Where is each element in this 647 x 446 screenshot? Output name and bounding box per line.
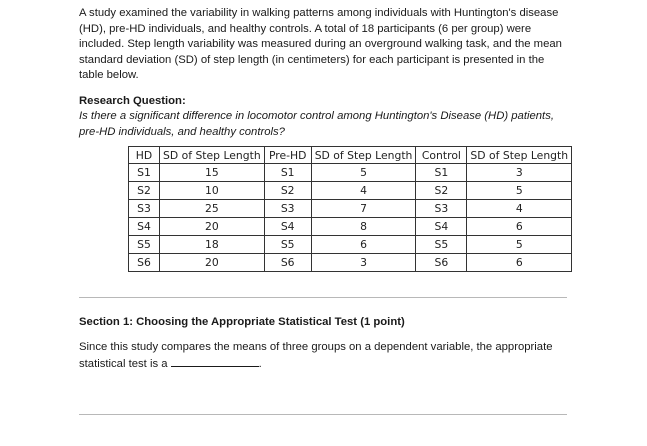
table-cell: S3 — [264, 200, 311, 218]
table-cell: 6 — [311, 236, 416, 254]
table-cell: 15 — [160, 164, 265, 182]
table-cell: S4 — [416, 218, 467, 236]
table-row — [129, 182, 572, 200]
table-cell: 20 — [160, 218, 265, 236]
table-cell: 6 — [467, 254, 572, 272]
research-question-text: Is there a significant difference in locomotor control among Huntington's Disease (HD) patients, pre-HD individuals, and healthy controls? — [79, 109, 554, 138]
table-cell: 18 — [160, 236, 265, 254]
table-cell: S4 — [129, 218, 160, 236]
table-header-row — [129, 147, 572, 164]
table-cell: 8 — [311, 218, 416, 236]
table-cell: 5 — [467, 182, 572, 200]
header-pre-hd: Pre-HD — [264, 147, 311, 164]
table-cell: S2 — [416, 182, 467, 200]
table-row — [129, 164, 572, 182]
table-cell: S6 — [416, 254, 467, 272]
table-cell: S6 — [264, 254, 311, 272]
table-cell: 10 — [160, 182, 265, 200]
table-cell: S3 — [129, 200, 160, 218]
table-cell: 20 — [160, 254, 265, 272]
question-text: Since this study compares the means of three groups on a dependent variable, the appropriate statistical test is a — [79, 341, 553, 370]
table-cell: S5 — [129, 236, 160, 254]
table-cell: 3 — [311, 254, 416, 272]
table-row — [129, 254, 572, 272]
section-1-question — [79, 340, 571, 372]
table-cell: S2 — [264, 182, 311, 200]
table-cell: S4 — [264, 218, 311, 236]
intro-paragraph: A study examined the variability in walking patterns among individuals with Huntington's disease (HD), pre-HD individuals, and healthy controls. A total of 18 participants (6 per group) were included. Step length variability was measured during an overground walking task, and the mean standard deviation (SD) of step length (in centimeters) for each participant is presented in the table below. — [79, 7, 562, 82]
header-hd: HD — [129, 147, 160, 164]
table-cell: S2 — [129, 182, 160, 200]
table-cell: S1 — [129, 164, 160, 182]
table-cell: S1 — [416, 164, 467, 182]
table-cell: S5 — [264, 236, 311, 254]
research-question-heading: Research Question: — [79, 94, 186, 107]
section-divider — [79, 297, 567, 298]
table-cell: S5 — [416, 236, 467, 254]
table-cell: 4 — [467, 200, 572, 218]
header-hd-sd: SD of Step Length — [160, 147, 265, 164]
table-cell: S6 — [129, 254, 160, 272]
table-row — [129, 200, 572, 218]
header-control: Control — [416, 147, 467, 164]
table-cell: S1 — [264, 164, 311, 182]
question-period: . — [258, 357, 262, 370]
table-cell: 7 — [311, 200, 416, 218]
step-length-table — [128, 146, 572, 272]
table-cell: 4 — [311, 182, 416, 200]
answer-blank[interactable] — [171, 356, 259, 367]
table-cell: S3 — [416, 200, 467, 218]
header-pre-hd-sd: SD of Step Length — [311, 147, 416, 164]
section-divider — [79, 414, 567, 415]
table-cell: 3 — [467, 164, 572, 182]
table-row — [129, 218, 572, 236]
document-body — [79, 6, 571, 140]
table-cell: 5 — [311, 164, 416, 182]
table-cell: 25 — [160, 200, 265, 218]
header-control-sd: SD of Step Length — [467, 147, 572, 164]
table-row — [129, 236, 572, 254]
section-1-heading: Section 1: Choosing the Appropriate Statistical Test (1 point) — [79, 316, 405, 328]
table-cell: 6 — [467, 218, 572, 236]
table-cell: 5 — [467, 236, 572, 254]
